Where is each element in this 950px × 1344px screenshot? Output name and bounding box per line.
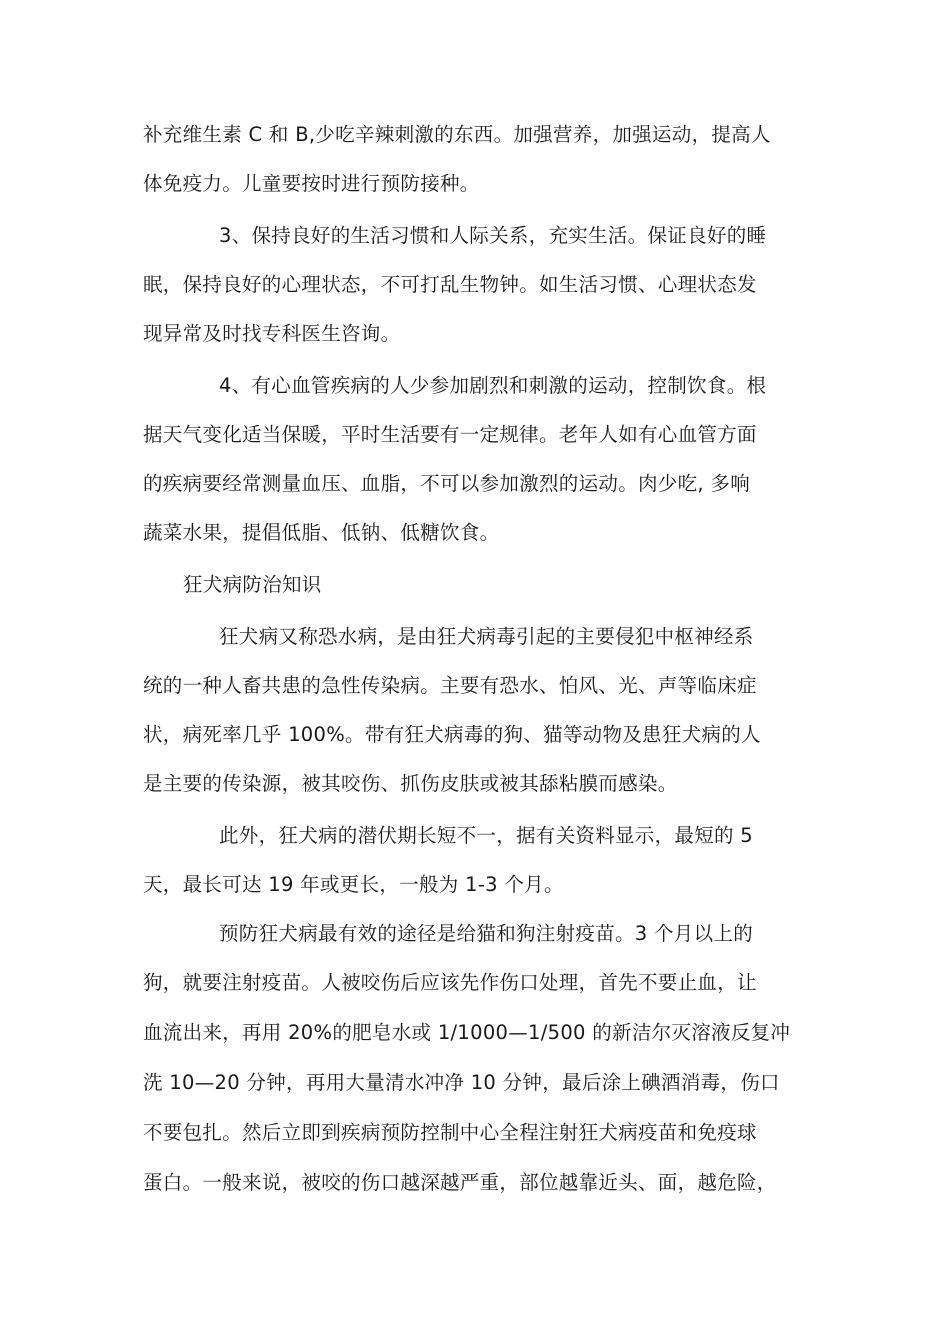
paragraph-start-line: 狂犬病又称恐水病，是由狂犬病毒引起的主要侵犯中枢神经系 <box>219 625 754 648</box>
text-line: 的疾病要经常测量血压、血脂，不可以参加激烈的运动。肉少吃, 多响 <box>143 472 750 495</box>
text-line: 天，最长可达 19 年或更长，一般为 1-3 个月。 <box>143 873 564 896</box>
text-line: 补充维生素 C 和 B,少吃辛辣刺激的东西。加强营养，加强运动，提高人 <box>143 123 771 146</box>
section-heading: 狂犬病防治知识 <box>183 573 322 596</box>
text-line: 体免疫力。儿童要按时进行预防接种。 <box>143 172 480 195</box>
text-line: 蛋白。一般来说，被咬的伤口越深越严重，部位越靠近头、面，越危险， <box>143 1171 777 1194</box>
paragraph-start-line: 预防狂犬病最有效的途径是给猫和狗注射疫苗。3 个月以上的 <box>219 922 754 945</box>
paragraph-start-line: 4、有心血管疾病的人少参加剧烈和刺激的运动，控制饮食。根 <box>219 374 767 397</box>
text-line: 是主要的传染源，被其咬伤、抓伤皮肤或被其舔粘膜而感染。 <box>143 772 678 795</box>
text-line: 眠，保持良好的心理状态，不可打乱生物钟。如生活习惯、心理状态发 <box>143 273 757 296</box>
text-line: 统的一种人畜共患的急性传染病。主要有恐水、怕风、光、声等临床症 <box>143 674 757 697</box>
text-line: 状，病死率几乎 100%。带有狂犬病毒的狗、猫等动物及患狂犬病的人 <box>143 723 761 746</box>
text-line: 洗 10—20 分钟，再用大量清水冲净 10 分钟，最后涂上碘酒消毒，伤口 <box>143 1071 780 1094</box>
text-line: 据天气变化适当保暖，平时生活要有一定规律。老年人如有心血管方面 <box>143 423 757 446</box>
text-line: 蔬菜水果，提倡低脂、低钠、低糖饮食。 <box>143 521 500 544</box>
paragraph-start-line: 此外，狂犬病的潜伏期长短不一，据有关资料显示，最短的 5 <box>219 824 754 847</box>
text-line: 血流出来，再用 20%的肥皂水或 1/1000—1/500 的新洁尔灭溶液反复冲 <box>143 1021 791 1044</box>
text-line: 不要包扎。然后立即到疾病预防控制中心全程注射狂犬病疫苗和免疫球 <box>143 1121 757 1144</box>
text-line: 狗，就要注射疫苗。人被咬伤后应该先作伤口处理，首先不要止血，让 <box>143 971 757 994</box>
paragraph-start-line: 3、保持良好的生活习惯和人际关系，充实生活。保证良好的睡 <box>219 224 767 247</box>
text-line: 现异常及时找专科医生咨询。 <box>143 322 401 345</box>
